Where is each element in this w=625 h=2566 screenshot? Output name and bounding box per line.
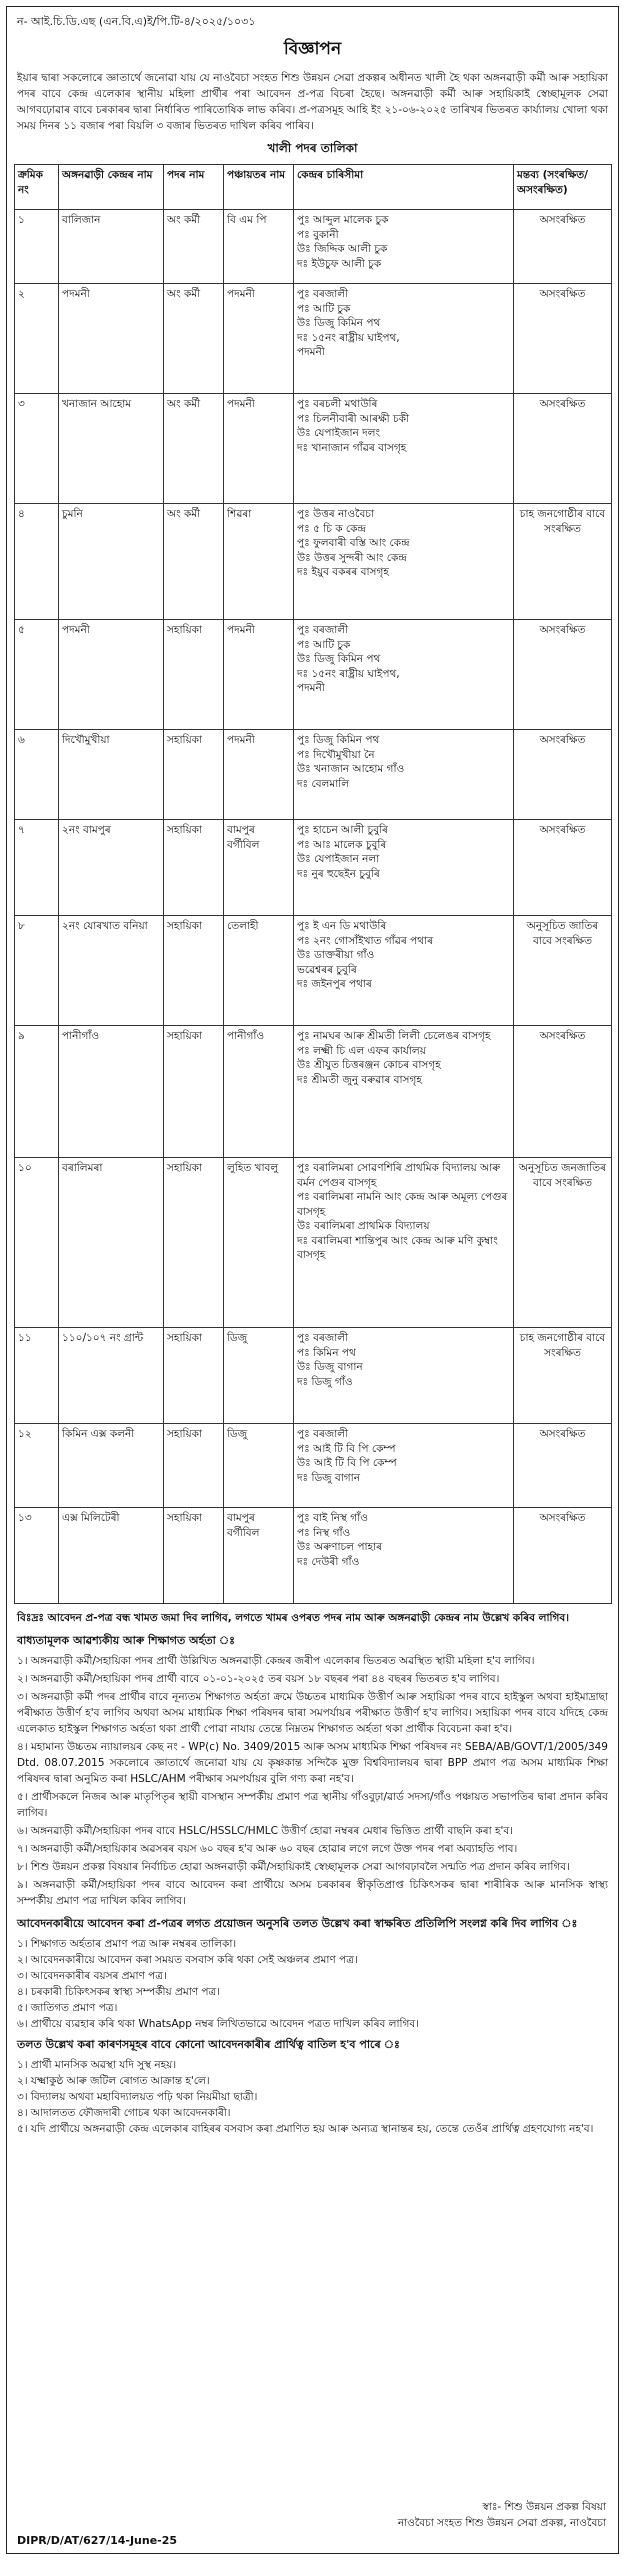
centre-cell: বৰালিমৰা (59, 1158, 164, 1328)
centre-cell: ১১০/১০৭ নং গ্ৰান্ট (59, 1328, 164, 1424)
serial-cell: ১ (15, 210, 59, 284)
panchayat-cell: বামপুৰ বৰ্গীবিল (224, 820, 294, 916)
post-cell: সহায়িকা (164, 730, 224, 820)
eligibility-item: ৬। অঙ্গনৱাড়ী কৰ্মী/সহায়িকা পদৰ বাবে HSLC/HSSLC/HMLC উত্তীৰ্ণ হোৱা নম্বৰৰ মেধাৰ ভিত্তিত প্ৰাৰ্থী বাছনি কৰা হ'ব। (17, 1825, 513, 1837)
eligibility-item: ৯। অঙ্গনৱাড়ী কৰ্মী/সহায়িকা পদৰ বাবে আবেদন কৰা প্ৰাৰ্থীয়ে অসম চৰকাৰৰ স্বীকৃতিপ্ৰাপ্ত চিকিৎসকৰ দ্বাৰা শাৰীৰিক আৰু মানসিক স্বাস্থ্য সম্পৰ্কীয় প্ৰমাণ পত্ৰ দাখিল কৰিব লাগিব। (17, 1879, 608, 1907)
documents-list (7, 1936, 618, 2032)
serial-cell: ৩ (15, 394, 59, 504)
header-post: পদৰ নাম (164, 165, 224, 210)
intro-paragraph: ইয়াৰ দ্বাৰা সকলোৰে জ্ঞাতাৰ্থে জনোৱা যায় যে নাওবৈচা সংহত শিশু উন্নয়ন সেৱা প্ৰকল্পৰ অধীনত খালী হৈ থকা অঙ্গনৱাড়ী কৰ্মী আৰু সহায়িকা পদৰ বাবে কেন্দ্ৰ এলেকাৰ স্থানীয় মহিলা প্ৰাৰ্থীৰ পৰা আবেদন প্ৰ-পত্ৰ বিচৰা হৈছে। অঙ্গনৱাড়ী কৰ্মী আৰু সহায়িকাই স্বেচ্ছামূলক সেৱা আগবঢ়োৱাৰ বাবে চৰকাৰৰ দ্বাৰা নিৰ্ধাৰিত পাৰিতোষিক লাভ কৰিব। প্ৰ-পত্ৰসমূহ আহি ইং ২১-০৬-২০২৫ তাৰিখৰ ভিতৰত কাৰ্য্যালয় খোলা থকা সময় দিনৰ ১১ বজাৰ পৰা বিয়লি ৩ বজাৰ ভিতৰত দাখিল কৰিব পাৰিব। (17, 72, 608, 132)
centre-cell: খনাজান আহোম (59, 394, 164, 504)
eligibility-item: ৩। অঙ্গনৱাড়ী কৰ্মী পদৰ প্ৰাৰ্থীৰ বাবে নূন্যতম শিক্ষাগত অৰ্হতা ক্ৰমে উচ্চতৰ মাধ্যমিক উত্তীৰ্ণ আৰু সহায়িকা পদৰ বাবে হাইস্কুল অথবা হাইমাদ্ৰাছা পৰীক্ষাত উত্তীৰ্ণ হ'ব লাগিব অথবা অসম মাধ্যমিক শিক্ষা পৰিষদৰ দ্বাৰা সমপৰ্যায়ৰ পৰীক্ষাত উত্তীৰ্ণ হ'ব লাগিব। সহায়িকা পদৰ বাবে যদিহে কেন্দ্ৰ এলেকাত হাইস্কুল শিক্ষাগত অৰ্হতা থকা প্ৰাৰ্থী পোৱা নাযায় তেন্তে নিম্নতম শিক্ষাগত অৰ্হতা থকা প্ৰাৰ্থীক বিবেচনা কৰা হ'ব। (17, 1691, 608, 1735)
remark-cell: অসংৰক্ষিত (514, 620, 612, 730)
post-cell: সহায়িকা (164, 1508, 224, 1604)
boundaries-cell: পুঃ নামঘৰ আৰু শ্ৰীমতী লিলী চেলেঙৰ বাসগৃহ পঃ লক্ষ্মী চি এল এফৰ কাৰ্যালয় উঃ শ্ৰীযুত চিত্তৰঞ্জন কোচৰ বাসগৃহ দঃ শ্ৰীমতী জুনু বৰুৱাৰ বাসগৃহ (294, 1026, 514, 1158)
table-row (15, 620, 612, 730)
table-row (15, 916, 612, 1026)
panchayat-cell: তেলাহী (224, 916, 294, 1026)
disqualification-item: ১। প্ৰাৰ্থী মানসিক অৱস্থা যদি সুস্থ নহয়। (17, 2059, 177, 2071)
document-item: ৫। জাতিগত প্ৰমাণ পত্ৰ। (17, 2002, 118, 2014)
panchayat-cell: বামপুৰ বৰ্গীবিল (224, 1508, 294, 1604)
disqualification-heading: তলত উল্লেখ কৰা কাৰণসমূহৰ বাবে কোনো আবেদনকাৰীৰ প্ৰাৰ্থিত্ব বাতিল হ'ব পাৰে ঃ (17, 2038, 400, 2051)
boundaries-cell: পুঃ বৰজালী পঃ আই টি বি পি কেম্প উঃ আই টি বি পি কেম্প দঃ ডিজু বাগান (294, 1424, 514, 1508)
remark-cell: অসংৰক্ষিত (514, 394, 612, 504)
panchayat-cell: পদমনী (224, 394, 294, 504)
table-row (15, 504, 612, 620)
disqualification-list (7, 2057, 618, 2137)
serial-cell: ২ (15, 284, 59, 394)
remark-cell: অসংৰক্ষিত (514, 1508, 612, 1604)
header-centre: অঙ্গনৱাড়ী কেন্দ্ৰৰ নাম (59, 165, 164, 210)
serial-cell: ৬ (15, 730, 59, 820)
page-title: বিজ্ঞাপন (283, 39, 342, 59)
remark-cell: অনুসূচিত জনজাতিৰ বাবে সংৰক্ষিত (514, 1158, 612, 1328)
disqualification-item: ৩। বিদ্যালয় অথবা মহাবিদ্যালয়ত পঢ়ি থকা নিয়মীয়া ছাত্ৰী। (17, 2091, 258, 2103)
centre-cell: পানীগাঁও (59, 1026, 164, 1158)
remark-cell: চাহ জনগোষ্ঠীৰ বাবে সংৰক্ষিত (514, 504, 612, 620)
panchayat-cell: বি এম পি (224, 210, 294, 284)
boundaries-cell: পুঃ বৰজালী পঃ কিমিন পথ উঃ ডিজু বাগান দঃ ডিজু গাঁও (294, 1328, 514, 1424)
post-cell: সহায়িকা (164, 620, 224, 730)
document-item: ৩। আবেদনকাৰীৰ বয়সৰ প্ৰমাণ পত্ৰ। (17, 1970, 167, 1982)
post-cell: অং কৰ্মী (164, 504, 224, 620)
table-row (15, 1328, 612, 1424)
serial-cell: ১০ (15, 1158, 59, 1328)
panchayat-cell: ডিজু (224, 1328, 294, 1424)
signature-line-1: স্বাঃ- শিশু উন্নয়ন প্ৰকল্প বিষয়া (482, 2501, 606, 2513)
submission-note: বিঃদ্ৰঃ আবেদন প্ৰ-পত্ৰ বন্ধ খামত জমা দিব লাগিব, লগতে খামৰ ওপৰত পদৰ নাম আৰু অঙ্গনৱাড়ী কেন্দ্ৰৰ নাম উল্লেখ কৰিব লাগিব। (17, 1612, 570, 1624)
disqualification-item: ৪। আদালতত ফৌজদাৰী গোচৰ থকা আবেদনকাৰী। (17, 2107, 231, 2119)
centre-cell: কিমিন এক্স কলনী (59, 1424, 164, 1508)
remark-cell: চাহ জনগোষ্ঠীৰ বাবে সংৰক্ষিত (514, 1328, 612, 1424)
remark-cell: অসংৰক্ষিত (514, 1424, 612, 1508)
document-item: ৪। চৰকাৰী চিকিৎসকৰ স্বাস্থ্য সম্পৰ্কীয় প্ৰমাণ পত্ৰ। (17, 1986, 221, 1998)
table-row (15, 394, 612, 504)
disqualification-item: ২। যক্ষ্মাকুষ্ঠ আৰু জটিল ৰোগত আক্ৰান্ত হ'লে। (17, 2075, 210, 2087)
eligibility-item: ৮। শিশু উন্নয়ন প্ৰকল্প বিষয়াৰ নিৰ্বাচিত হোৱা অঙ্গনৱাড়ী কৰ্মী/সহায়িকাই স্বেচ্ছামূলক সেৱা আগবঢ়াবলৈ সন্মতি পত্ৰ প্ৰদান কৰিব লাগিব। (17, 1861, 570, 1873)
document-item: ২। আবেদনকাৰীয়ে আবেদন কৰা সময়ত বসবাস কৰি থকা সেই অঞ্চলৰ প্ৰমাণ পত্ৰ। (17, 1954, 358, 1966)
table-row (15, 1026, 612, 1158)
serial-cell: ১২ (15, 1424, 59, 1508)
table-row (15, 210, 612, 284)
boundaries-cell: পুঃ বাই নিস্থ গাঁও পঃ নিস্থ গাঁও উঃ অৰুণাচল পাহাৰ দঃ দেউৰী গাঁও (294, 1508, 514, 1604)
serial-cell: ১১ (15, 1328, 59, 1424)
centre-cell: চুমনি (59, 504, 164, 620)
table-row (15, 1508, 612, 1604)
boundaries-cell: পুঃ বৰচলী মথাউৰি পঃ চিলনীবাৰী আৰক্ষী চকী উঃ যেপাইজান দলং দঃ খানাজান গাঁৱৰ বাসগৃহ (294, 394, 514, 504)
centre-cell: বালিজান (59, 210, 164, 284)
eligibility-item: ৪। মহামান্য উচ্চতম ন্যায়ালয়ৰ কেছ নং - WP(c) No. 3409/2015 আৰু অসম মাধ্যমিক শিক্ষা পৰিষদৰ নং SEBA/AB/GOVT/1/2005/349 Dtd. 08.07.2015 সকলোৰে জ্ঞাতাৰ্থে জনোৱা যায় যে কৃষ্ণকান্ত সন্দিকৈ মুক্ত বিশ্ববিদ্যালয়ৰ দ্বাৰা BPP প্ৰমাণ পত্ৰ অসম মাধ্যমিক শিক্ষা পৰিষদৰ দ্বাৰা অনুমিত কৰা HSLC/AHM পৰীক্ষাৰ সমপৰ্যায়ৰ বুলি গণ্য কৰা নহ'ব। (17, 1741, 608, 1785)
disqualification-item: ৫। যদি প্ৰাৰ্থীয়ে অঙ্গনৱাড়ী কেন্দ্ৰ এলেকাৰ বাহিৰৰ বসবাস কৰা প্ৰমাণিত হয় আৰু অন্যত্ৰ স্থানান্তৰ হয়, তেন্তে তেওঁৰ প্ৰাৰ্থিত্ব গ্ৰহণযোগ্য নহ'ব। (17, 2123, 594, 2135)
remark-cell: অসংৰক্ষিত (514, 210, 612, 284)
centre-cell: ২নং বামপুৰ (59, 820, 164, 916)
panchayat-cell: পদমনী (224, 620, 294, 730)
centre-cell: পদমনী (59, 284, 164, 394)
remark-cell: অসংৰক্ষিত (514, 284, 612, 394)
post-cell: সহায়িকা (164, 1328, 224, 1424)
panchayat-cell: ডিজু (224, 1424, 294, 1508)
boundaries-cell: পুঃ হাচেন আলী চুবুৰি পঃ আঃ মালেক চুবুৰি উঃ যেপাইজান নলা দঃ নুৰ হুছেইন চুবুৰি (294, 820, 514, 916)
header-boundaries: কেন্দ্ৰৰ চাৰিসীমা (294, 165, 514, 210)
signature-line-2: নাওবৈচা সংহত শিশু উন্নয়ন সেৱা প্ৰকল্প, নাওবৈচা (397, 2517, 606, 2529)
post-cell: অং কৰ্মী (164, 394, 224, 504)
eligibility-list (7, 1653, 618, 1909)
dipr-code: DIPR/D/AT/627/14-June-25 (17, 2534, 178, 2547)
serial-cell: ৯ (15, 1026, 59, 1158)
centre-cell: ২নং যোৰখাত বনিয়া (59, 916, 164, 1026)
eligibility-item: ২। অঙ্গনৱাড়ী কৰ্মী/সহায়িকা পদৰ প্ৰাৰ্থী বাবে ০১-০১-২০২৫ তৰ বয়স ১৮ বছৰৰ পৰা ৪৪ বছৰৰ ভিতৰত হ'ব লাগিব। (17, 1673, 500, 1685)
serial-cell: ৫ (15, 620, 59, 730)
post-cell: অং কৰ্মী (164, 210, 224, 284)
remark-cell: অসংৰক্ষিত (514, 820, 612, 916)
eligibility-item: ১। অঙ্গনৱাড়ী কৰ্মী/সহায়িকা পদৰ প্ৰাৰ্থী উল্লিখিত অঙ্গনৱাড়ী কেন্দ্ৰৰ জৰীপ এলেকাৰ ভিতৰত অৱস্থিত স্থায়ী মহিলা হ'ব লাগিব। (17, 1655, 535, 1667)
signature-block (398, 2499, 606, 2531)
boundaries-cell: পুঃ বৰজালী পঃ আটি চুক উঃ ডিজু কিমিন পথ দঃ ১৫নং ৰাষ্ট্ৰীয় ঘাইপথ, পদমনী (294, 620, 514, 730)
serial-cell: ৪ (15, 504, 59, 620)
remark-cell: অসংৰক্ষিত (514, 730, 612, 820)
boundaries-cell: পুঃ বৰজালী পঃ আটি চুক উঃ ডিজু কিমিন পথ দঃ ১৫নং ৰাষ্ট্ৰীয় ঘাইপথ, পদমনী (294, 284, 514, 394)
remark-cell: অসংৰক্ষিত (514, 1026, 612, 1158)
header-serial: ক্ৰমিক নং (15, 165, 59, 210)
centre-cell: পদমনী (59, 620, 164, 730)
boundaries-cell: পুঃ ডিজু কিমিন পথ পঃ দিখৌমুখীয়া নৈ উঃ খনাজান আহোম গাঁও দঃ বেলমালি (294, 730, 514, 820)
vacancy-table (14, 164, 612, 1604)
boundaries-cell: পুঃ ই এন ডি মথাউৰি পঃ ২নং গোসাঁইখাত গাঁৱৰ পথাৰ উঃ ডাক্তৰীয়া গাঁও ভৱেশ্বৰৰ চুবুৰি দঃ জইনপুৰ পথাৰ (294, 916, 514, 1026)
serial-cell: ৮ (15, 916, 59, 1026)
post-cell: অং কৰ্মী (164, 284, 224, 394)
documents-heading: আবেদনকাৰীয়ে আবেদন কৰা প্ৰ-পত্ৰৰ লগত প্ৰয়োজন অনুসৰি তলত উল্লেখ কৰা স্বাক্ষৰিত প্ৰতিলিপি সংলগ্ন কৰি দিব লাগিব ঃ (17, 1917, 578, 1930)
table-row (15, 284, 612, 394)
boundaries-cell: পুঃ উত্তৰ নাওবৈচা পঃ ৫ চি ক কেন্দ্ৰ পুঃ ফুলবাৰী বস্তি আং কেন্দ্ৰ উঃ উত্তৰ সুন্দৰী আং কেন্দ্ৰ দঃ ইয়ুব বকৰৰ বাসগৃহ (294, 504, 514, 620)
serial-cell: ৭ (15, 820, 59, 916)
eligibility-heading: বাধ্যতামূলক আৱশ্যকীয় আৰু শিক্ষাগত অৰ্হতা ঃ (17, 1634, 236, 1647)
boundaries-cell: পুঃ বৰালিমৰা সোৱণশিৰি প্ৰাথমিক বিদ্যালয় আৰু বৰ্মন পেগুৰ বাসগৃহ পঃ বৰালিমৰা নামনি আং কেন্দ্ৰ আৰু অমূল্য পেগুৰ বাসগৃহ উঃ বৰালিমৰা প্ৰাথমিক বিদ্যালয় দঃ বৰালিমৰা শান্তিপুৰ আং কেন্দ্ৰ আৰু মণি কুম্বাং বাসগৃহ (294, 1158, 514, 1328)
header-panchayat: পঞ্চায়তৰ নাম (224, 165, 294, 210)
post-cell: সহায়িকা (164, 1026, 224, 1158)
post-cell: সহায়িকা (164, 916, 224, 1026)
document-item: ১। শিক্ষাগত অৰ্হতাৰ প্ৰমাণ পত্ৰ আৰু নম্বৰৰ তালিকা। (17, 1938, 237, 1950)
table-row (15, 730, 612, 820)
panchayat-cell: শিৱৰা (224, 504, 294, 620)
table-row (15, 820, 612, 916)
post-cell: সহায়িকা (164, 820, 224, 916)
remark-cell: অনুসূচিত জাতিৰ বাবে সংৰক্ষিত (514, 916, 612, 1026)
centre-cell: এক্স মিলিটেৰী (59, 1508, 164, 1604)
eligibility-item: ৫। প্ৰাৰ্থীসকলে নিজৰ আৰু মাতৃপিতৃৰ স্থায়ী বাসস্থান সম্পৰ্কীয় প্ৰমাণ পত্ৰ স্থানীয় গাঁওবুঢ়া/ৱাৰ্ড সদস্য/গাঁও পঞ্চায়ত সভাপতিৰ দ্বাৰা প্ৰদান কৰিব লাগিব। (17, 1791, 608, 1819)
table-row (15, 1424, 612, 1508)
reference-number: ন- আই.চি.ডি.এছ (এন.বি.এ)ই/পি.টি-৪/২০২৫/১০৩১ (17, 15, 256, 28)
table-row (15, 1158, 612, 1328)
panchayat-cell: লুহিত খাবলু (224, 1158, 294, 1328)
panchayat-cell: পদমনী (224, 284, 294, 394)
serial-cell: ১৩ (15, 1508, 59, 1604)
vacancy-table-title: খালী পদৰ তালিকা (267, 141, 358, 155)
panchayat-cell: পানীগাঁও (224, 1026, 294, 1158)
post-cell: সহায়িকা (164, 1424, 224, 1508)
table-header-row (15, 165, 612, 210)
header-remarks: মন্তব্য (সংৰক্ষিত/ অসংৰক্ষিত) (514, 165, 612, 210)
vacancy-rows (15, 210, 612, 1604)
advertisement-page (6, 6, 619, 2554)
eligibility-item: ৭। অঙ্গনৱাড়ী কৰ্মী/সহায়িকাৰ অৱসৰৰ বয়স ৬০ বছৰ হ'ব আৰু ৬০ বছৰ হোৱাৰ লগে লগে উক্ত পদৰ পৰা অব্যাহতি পাব। (17, 1843, 518, 1855)
boundaries-cell: পুঃ আব্দুল মালেক চুক পঃ বুকানী উঃ জিদ্দিক আলী চুক দঃ ইউচুফ আলী চুক (294, 210, 514, 284)
centre-cell: দিখৌমুখীয়া (59, 730, 164, 820)
document-item: ৬। প্ৰাৰ্থীয়ে ব্যৱহাৰ কৰি থকা WhatsApp নম্বৰ লিখিতভাৱে আবেদন পত্ৰত দাখিল কৰিব লাগিব। (17, 2018, 420, 2030)
post-cell: সহায়িকা (164, 1158, 224, 1328)
panchayat-cell: পদমনী (224, 730, 294, 820)
